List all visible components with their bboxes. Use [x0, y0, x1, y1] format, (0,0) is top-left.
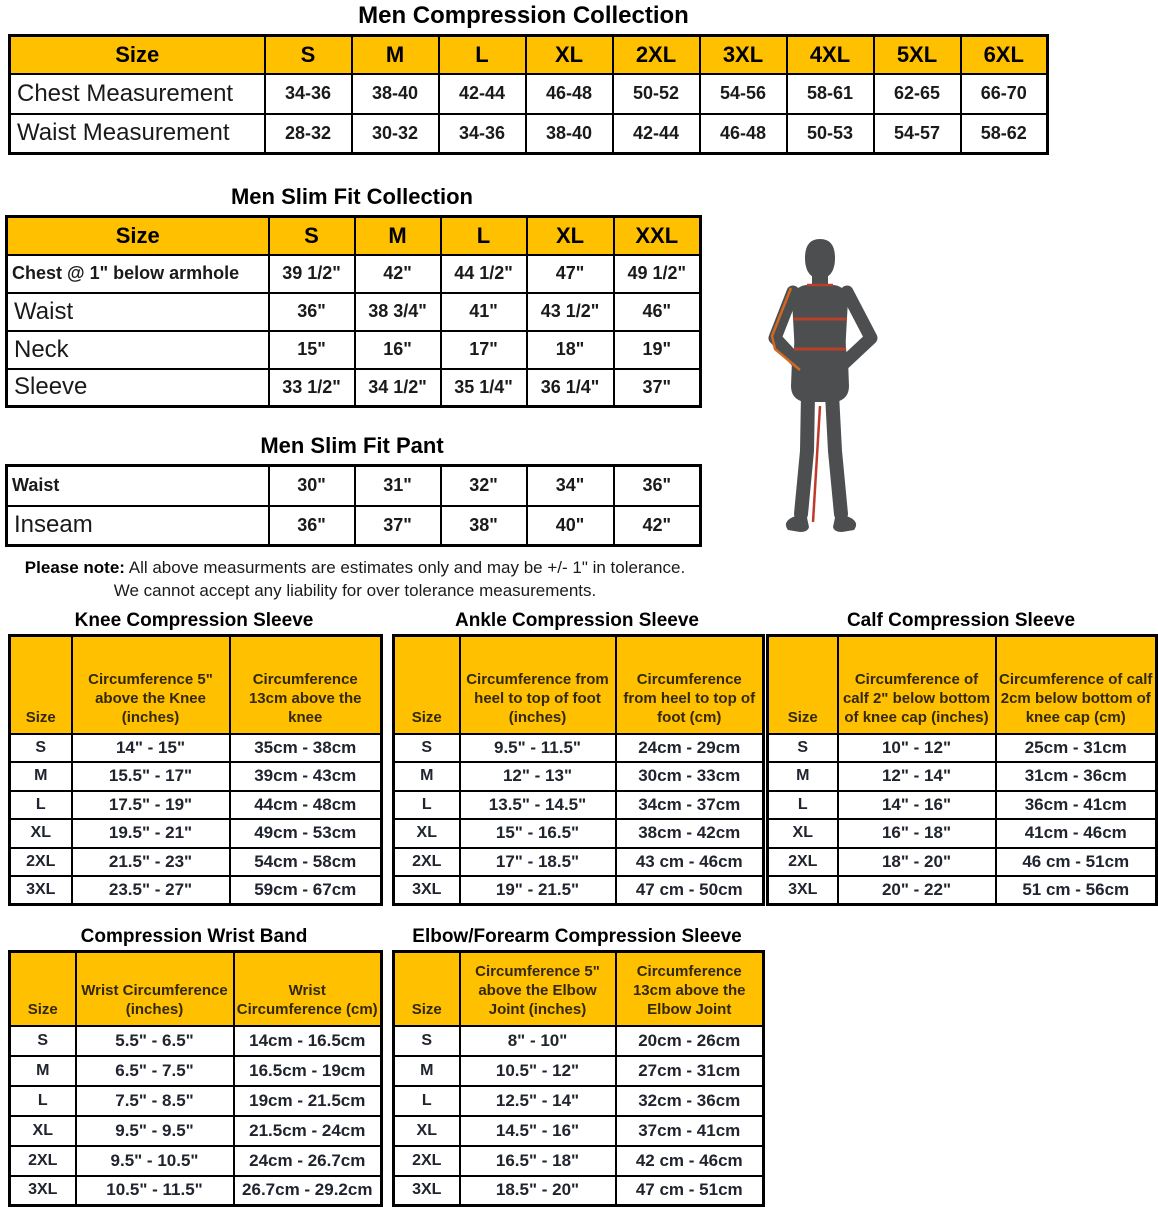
table-row — [7, 369, 701, 407]
size-cell: M — [10, 1056, 76, 1086]
table-row — [10, 762, 382, 791]
table-row — [768, 848, 1157, 877]
value-cell: 15" - 16.5" — [460, 819, 616, 848]
size-cell: 2XL — [10, 848, 72, 877]
value-cell: 43 cm - 46cm — [616, 848, 764, 877]
value-cell: 30" — [269, 466, 355, 506]
col-header-cell: Circumference of calf 2" below bottom of knee cap (inches) — [838, 636, 996, 734]
value-cell: 36" — [269, 293, 355, 331]
value-cell: 42 cm - 46cm — [616, 1146, 764, 1176]
table-header-row — [394, 636, 764, 734]
value-cell: 34-36 — [439, 114, 526, 154]
value-cell: 42" — [355, 255, 441, 293]
value-cell: 17" — [441, 331, 527, 369]
table-row — [10, 848, 382, 877]
value-cell: 21.5" - 23" — [72, 848, 230, 877]
value-cell: 36 1/4" — [527, 369, 614, 407]
value-cell: 42-44 — [613, 114, 700, 154]
size-cell: L — [394, 1086, 460, 1116]
table-row — [10, 876, 382, 905]
size-header-cell: Size — [394, 952, 460, 1026]
men-slim-fit-pant-table — [5, 464, 702, 547]
value-cell: 10.5" - 11.5" — [76, 1176, 234, 1206]
size-header-cell: Size — [7, 217, 269, 255]
value-cell: 16" - 18" — [838, 819, 996, 848]
value-cell: 9.5" - 11.5" — [460, 734, 616, 763]
men-slim-fit-pant-title: Men Slim Fit Pant — [260, 433, 444, 458]
col-header-cell: Wrist Circumference (inches) — [76, 952, 234, 1026]
col-header-cell: Circumference of calf 2cm below bottom of knee cap (cm) — [996, 636, 1157, 734]
wrist-band-table — [8, 950, 383, 1207]
knee-sleeve-title: Knee Compression Sleeve — [74, 610, 314, 631]
size-cell: L — [10, 791, 72, 820]
size-cell: S — [10, 1026, 76, 1056]
tolerance-note-line2: We cannot accept any liability for over tolerance measurements. — [113, 581, 597, 600]
value-cell: 38-40 — [352, 74, 439, 114]
col-header-cell: Circumference 5" above the Elbow Joint (inches) — [460, 952, 616, 1026]
figure-head — [805, 239, 835, 279]
size-cell: 2XL — [394, 1146, 460, 1176]
value-cell: 46-48 — [700, 114, 787, 154]
table-row — [394, 734, 764, 763]
value-cell: 31" — [355, 466, 441, 506]
value-cell: 54-56 — [700, 74, 787, 114]
row-label-cell: Neck — [7, 331, 269, 369]
size-cell: XL — [394, 1116, 460, 1146]
row-label-cell: Inseam — [7, 506, 269, 546]
size-cell: XL — [768, 819, 838, 848]
value-cell: 39 1/2" — [269, 255, 355, 293]
col-header-cell: Circumference from heel to top of foot (cm) — [616, 636, 764, 734]
col-header-cell: 5XL — [874, 36, 961, 74]
size-cell: S — [768, 734, 838, 763]
col-header-cell: 6XL — [961, 36, 1048, 74]
value-cell: 20" - 22" — [838, 876, 996, 905]
table-row — [394, 762, 764, 791]
table-row — [10, 1176, 382, 1206]
value-cell: 19" - 21.5" — [460, 876, 616, 905]
value-cell: 16" — [355, 331, 441, 369]
value-cell: 34-36 — [265, 74, 352, 114]
value-cell: 46-48 — [526, 74, 613, 114]
table-row — [10, 1116, 382, 1146]
table-row — [394, 876, 764, 905]
value-cell: 9.5" - 9.5" — [76, 1116, 234, 1146]
value-cell: 25cm - 31cm — [996, 734, 1157, 763]
value-cell: 19cm - 21.5cm — [234, 1086, 382, 1116]
table-row — [7, 506, 701, 546]
col-header-cell: Circumference 13cm above the Elbow Joint — [616, 952, 764, 1026]
size-header-cell: Size — [10, 636, 72, 734]
value-cell: 32" — [441, 466, 527, 506]
table-row — [7, 331, 701, 369]
value-cell: 37" — [614, 369, 701, 407]
col-header-cell: L — [439, 36, 526, 74]
value-cell: 28-32 — [265, 114, 352, 154]
value-cell: 34 1/2" — [355, 369, 441, 407]
table-row — [7, 466, 701, 506]
table-row — [10, 734, 382, 763]
elbow-sleeve-table — [392, 950, 765, 1207]
col-header-cell: S — [265, 36, 352, 74]
table-header-row — [768, 636, 1157, 734]
tolerance-note-text: All above measurments are estimates only and may be +/- 1" in tolerance. — [124, 558, 686, 577]
value-cell: 14" - 16" — [838, 791, 996, 820]
value-cell: 16.5" - 18" — [460, 1146, 616, 1176]
figure-torso — [791, 285, 849, 402]
table-row — [768, 819, 1157, 848]
size-header-cell: Size — [394, 636, 460, 734]
value-cell: 58-62 — [961, 114, 1048, 154]
tolerance-note — [5, 556, 705, 602]
value-cell: 43 1/2" — [527, 293, 614, 331]
value-cell: 36" — [269, 506, 355, 546]
size-header-cell: Size — [10, 952, 76, 1026]
value-cell: 15" — [269, 331, 355, 369]
knee-sleeve-table — [8, 634, 383, 906]
col-header-cell: Wrist Circumference (cm) — [234, 952, 382, 1026]
size-cell: XL — [10, 819, 72, 848]
size-cell: M — [394, 762, 460, 791]
value-cell: 5.5" - 6.5" — [76, 1026, 234, 1056]
value-cell: 41" — [441, 293, 527, 331]
value-cell: 46 cm - 51cm — [996, 848, 1157, 877]
value-cell: 62-65 — [874, 74, 961, 114]
calf-sleeve-title: Calf Compression Sleeve — [846, 610, 1076, 631]
value-cell: 36cm - 41cm — [996, 791, 1157, 820]
value-cell: 9.5" - 10.5" — [76, 1146, 234, 1176]
value-cell: 18" — [527, 331, 614, 369]
table-row — [10, 1056, 382, 1086]
value-cell: 66-70 — [961, 74, 1048, 114]
value-cell: 39cm - 43cm — [230, 762, 382, 791]
size-cell: 3XL — [394, 1176, 460, 1206]
value-cell: 12.5" - 14" — [460, 1086, 616, 1116]
wrist-band-title: Compression Wrist Band — [80, 926, 308, 947]
value-cell: 21.5cm - 24cm — [234, 1116, 382, 1146]
men-slim-fit-title: Men Slim Fit Collection — [230, 184, 473, 209]
row-label-cell: Waist — [7, 466, 269, 506]
value-cell: 49 1/2" — [614, 255, 701, 293]
value-cell: 24cm - 29cm — [616, 734, 764, 763]
table-row — [10, 791, 382, 820]
value-cell: 50-52 — [613, 74, 700, 114]
value-cell: 32cm - 36cm — [616, 1086, 764, 1116]
size-cell: XL — [10, 1116, 76, 1146]
size-cell: 3XL — [10, 1176, 76, 1206]
value-cell: 19.5" - 21" — [72, 819, 230, 848]
size-cell: 3XL — [768, 876, 838, 905]
figure-right-foot — [833, 513, 856, 532]
col-header-cell: Circumference 13cm above the knee — [230, 636, 382, 734]
table-row — [394, 791, 764, 820]
col-header-cell: Circumference 5" above the Knee (inches) — [72, 636, 230, 734]
men-compression-table — [8, 34, 1049, 155]
table-row — [10, 819, 382, 848]
ankle-sleeve-title: Ankle Compression Sleeve — [455, 610, 699, 631]
value-cell: 14.5" - 16" — [460, 1116, 616, 1146]
table-row — [768, 762, 1157, 791]
value-cell: 17" - 18.5" — [460, 848, 616, 877]
value-cell: 46" — [614, 293, 701, 331]
table-row — [7, 293, 701, 331]
table-row — [394, 819, 764, 848]
size-cell: M — [10, 762, 72, 791]
men-slim-fit-table — [5, 215, 702, 408]
size-cell: S — [394, 1026, 460, 1056]
value-cell: 30-32 — [352, 114, 439, 154]
value-cell: 42-44 — [439, 74, 526, 114]
value-cell: 30cm - 33cm — [616, 762, 764, 791]
table-row — [7, 255, 701, 293]
size-cell: L — [394, 791, 460, 820]
table-row — [394, 1176, 764, 1206]
col-header-cell: 4XL — [787, 36, 874, 74]
value-cell: 26.7cm - 29.2cm — [234, 1176, 382, 1206]
value-cell: 58-61 — [787, 74, 874, 114]
value-cell: 51 cm - 56cm — [996, 876, 1157, 905]
value-cell: 27cm - 31cm — [616, 1056, 764, 1086]
value-cell: 24cm - 26.7cm — [234, 1146, 382, 1176]
table-row — [768, 734, 1157, 763]
value-cell: 7.5" - 8.5" — [76, 1086, 234, 1116]
table-row — [10, 1086, 382, 1116]
table-header-row — [10, 952, 382, 1026]
value-cell: 8" - 10" — [460, 1026, 616, 1056]
value-cell: 37cm - 41cm — [616, 1116, 764, 1146]
col-header-cell: 2XL — [613, 36, 700, 74]
figure-left-leg — [801, 394, 808, 514]
size-header-cell: Size — [768, 636, 838, 734]
value-cell: 35 1/4" — [441, 369, 527, 407]
value-cell: 13.5" - 14.5" — [460, 791, 616, 820]
table-row — [394, 1146, 764, 1176]
ankle-sleeve-table — [392, 634, 765, 906]
value-cell: 42" — [614, 506, 701, 546]
col-header-cell: S — [269, 217, 355, 255]
value-cell: 10" - 12" — [838, 734, 996, 763]
value-cell: 34cm - 37cm — [616, 791, 764, 820]
col-header-cell: L — [441, 217, 527, 255]
col-header-cell: 3XL — [700, 36, 787, 74]
value-cell: 6.5" - 7.5" — [76, 1056, 234, 1086]
size-cell: M — [768, 762, 838, 791]
value-cell: 37" — [355, 506, 441, 546]
value-cell: 38-40 — [526, 114, 613, 154]
value-cell: 47 cm - 50cm — [616, 876, 764, 905]
row-label-cell: Sleeve — [7, 369, 269, 407]
value-cell: 14cm - 16.5cm — [234, 1026, 382, 1056]
size-cell: 3XL — [394, 876, 460, 905]
value-cell: 18" - 20" — [838, 848, 996, 877]
value-cell: 14" - 15" — [72, 734, 230, 763]
row-label-cell: Waist — [7, 293, 269, 331]
value-cell: 38 3/4" — [355, 293, 441, 331]
elbow-sleeve-title: Elbow/Forearm Compression Sleeve — [412, 926, 742, 947]
table-header-row — [10, 36, 1048, 74]
value-cell: 31cm - 36cm — [996, 762, 1157, 791]
value-cell: 40" — [527, 506, 614, 546]
table-row — [394, 1056, 764, 1086]
col-header-cell: Circumference from heel to top of foot (inches) — [460, 636, 616, 734]
size-cell: M — [394, 1056, 460, 1086]
value-cell: 23.5" - 27" — [72, 876, 230, 905]
table-header-row — [394, 952, 764, 1026]
male-silhouette-icon — [762, 236, 886, 538]
men-compression-title: Men Compression Collection — [358, 2, 689, 29]
tolerance-note-line1 — [5, 556, 705, 579]
row-label-cell: Chest @ 1" below armhole — [7, 255, 269, 293]
calf-sleeve-table — [766, 634, 1158, 906]
value-cell: 12" - 13" — [460, 762, 616, 791]
value-cell: 33 1/2" — [269, 369, 355, 407]
value-cell: 59cm - 67cm — [230, 876, 382, 905]
size-cell: S — [394, 734, 460, 763]
value-cell: 34" — [527, 466, 614, 506]
table-header-row — [7, 217, 701, 255]
size-cell: L — [10, 1086, 76, 1116]
value-cell: 36" — [614, 466, 701, 506]
value-cell: 12" - 14" — [838, 762, 996, 791]
value-cell: 41cm - 46cm — [996, 819, 1157, 848]
size-cell: L — [768, 791, 838, 820]
col-header-cell: M — [352, 36, 439, 74]
value-cell: 10.5" - 12" — [460, 1056, 616, 1086]
col-header-cell: XL — [527, 217, 614, 255]
tolerance-note-label: Please note: — [24, 558, 125, 577]
size-cell: S — [10, 734, 72, 763]
value-cell: 54-57 — [874, 114, 961, 154]
table-header-row — [10, 636, 382, 734]
table-row — [10, 1026, 382, 1056]
size-header-cell: Size — [10, 36, 265, 74]
row-label-cell: Waist Measurement — [10, 114, 265, 154]
value-cell: 38" — [441, 506, 527, 546]
body-measurement-figure — [762, 236, 886, 538]
value-cell: 47 cm - 51cm — [616, 1176, 764, 1206]
value-cell: 44cm - 48cm — [230, 791, 382, 820]
table-row — [394, 1086, 764, 1116]
figure-right-leg — [832, 394, 841, 514]
table-row — [394, 1116, 764, 1146]
col-header-cell: M — [355, 217, 441, 255]
value-cell: 47" — [527, 255, 614, 293]
table-row — [768, 791, 1157, 820]
size-cell: 2XL — [768, 848, 838, 877]
value-cell: 15.5" - 17" — [72, 762, 230, 791]
value-cell: 19" — [614, 331, 701, 369]
value-cell: 35cm - 38cm — [230, 734, 382, 763]
size-cell: 2XL — [394, 848, 460, 877]
value-cell: 54cm - 58cm — [230, 848, 382, 877]
table-row — [394, 848, 764, 877]
table-row — [10, 1146, 382, 1176]
table-row — [10, 114, 1048, 154]
size-cell: 2XL — [10, 1146, 76, 1176]
value-cell: 50-53 — [787, 114, 874, 154]
value-cell: 17.5" - 19" — [72, 791, 230, 820]
size-cell: XL — [394, 819, 460, 848]
col-header-cell: XXL — [614, 217, 701, 255]
value-cell: 18.5" - 20" — [460, 1176, 616, 1206]
value-cell: 44 1/2" — [441, 255, 527, 293]
row-label-cell: Chest Measurement — [10, 74, 265, 114]
figure-left-foot — [786, 513, 809, 532]
value-cell: 38cm - 42cm — [616, 819, 764, 848]
table-row — [394, 1026, 764, 1056]
table-row — [10, 74, 1048, 114]
table-row — [768, 876, 1157, 905]
col-header-cell: XL — [526, 36, 613, 74]
size-cell: 3XL — [10, 876, 72, 905]
value-cell: 16.5cm - 19cm — [234, 1056, 382, 1086]
value-cell: 49cm - 53cm — [230, 819, 382, 848]
value-cell: 20cm - 26cm — [616, 1026, 764, 1056]
